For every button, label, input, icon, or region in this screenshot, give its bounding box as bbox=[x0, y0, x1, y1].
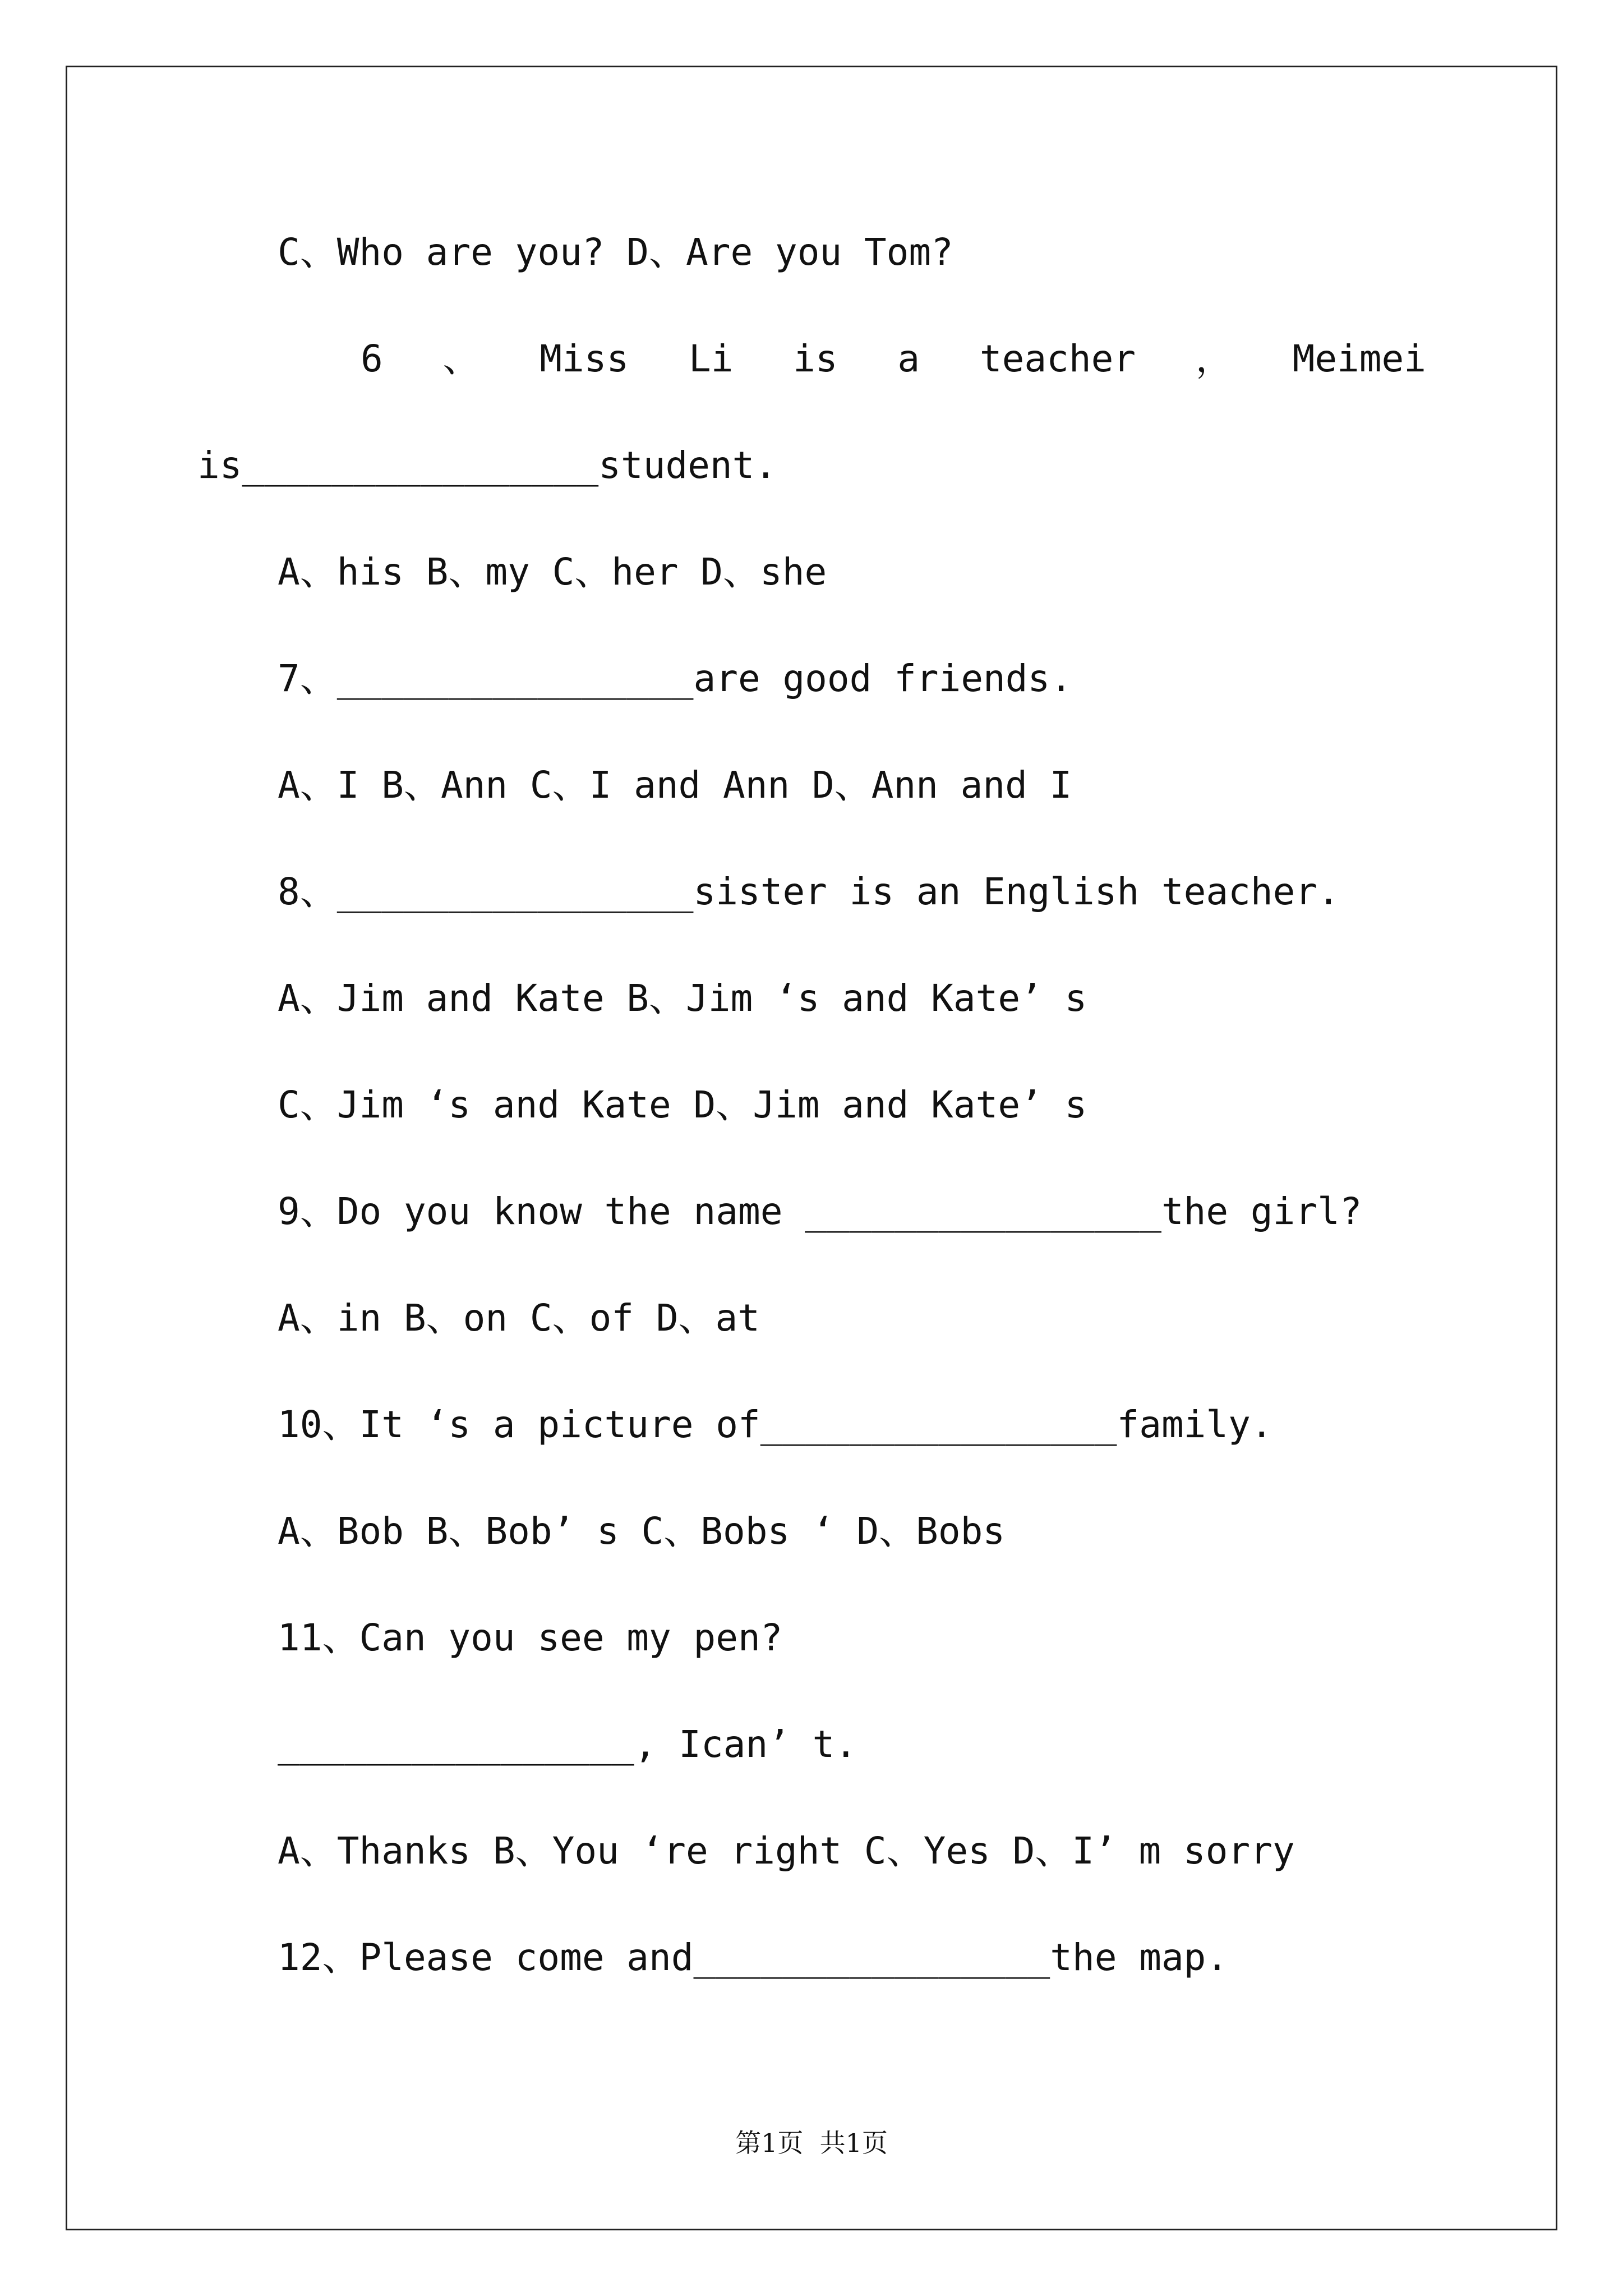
q9-options: A、in B、on C、of D、at bbox=[278, 1296, 760, 1340]
q8-question: 8、________________sister is an English teacher. bbox=[278, 870, 1340, 913]
q7-options: A、I B、Ann C、I and Ann D、Ann and I bbox=[278, 763, 1072, 807]
q10-question: 10、It ‘s a picture of________________family. bbox=[278, 1403, 1273, 1446]
q6-word: Meimei bbox=[1292, 337, 1426, 380]
q6-word: a bbox=[897, 337, 920, 380]
q11-options: A、Thanks B、You ‘re right C、Yes D、I’ m sorry bbox=[278, 1829, 1295, 1872]
q10-options: A、Bob B、Bob’ s C、Bobs ‘ D、Bobs bbox=[278, 1510, 1006, 1553]
q6-question-line1 bbox=[361, 337, 1426, 381]
q12-question: 12、Please come and________________the map. bbox=[278, 1936, 1229, 1979]
q6-word: 6 bbox=[361, 337, 383, 380]
q6-word: teacher bbox=[979, 337, 1136, 380]
q6-word: 、 bbox=[442, 337, 480, 380]
q5-options-cd: C、Who are you? D、Are you Tom? bbox=[278, 231, 953, 274]
q8-options-cd: C、Jim ‘s and Kate D、Jim and Kate’ s bbox=[278, 1083, 1087, 1126]
q11-response: ________________, Ican’ t. bbox=[278, 1723, 857, 1766]
page-footer: 第1页 共1页 bbox=[735, 2128, 888, 2158]
q9-question: 9、Do you know the name ________________the girl? bbox=[278, 1190, 1362, 1233]
q7-question: 7、________________are good friends. bbox=[278, 657, 1073, 700]
q6-word: is bbox=[793, 337, 838, 380]
page-border bbox=[66, 66, 1557, 2230]
q6-word: Li bbox=[688, 337, 734, 380]
q6-options: A、his B、my C、her D、she bbox=[278, 550, 827, 593]
q8-options-ab: A、Jim and Kate B、Jim ‘s and Kate’ s bbox=[278, 977, 1087, 1020]
q6-question-line2: is________________student. bbox=[197, 444, 777, 487]
q6-word: Miss bbox=[540, 337, 629, 380]
q11-question: 11、Can you see my pen? bbox=[278, 1616, 783, 1659]
q6-word: ， bbox=[1195, 337, 1233, 380]
